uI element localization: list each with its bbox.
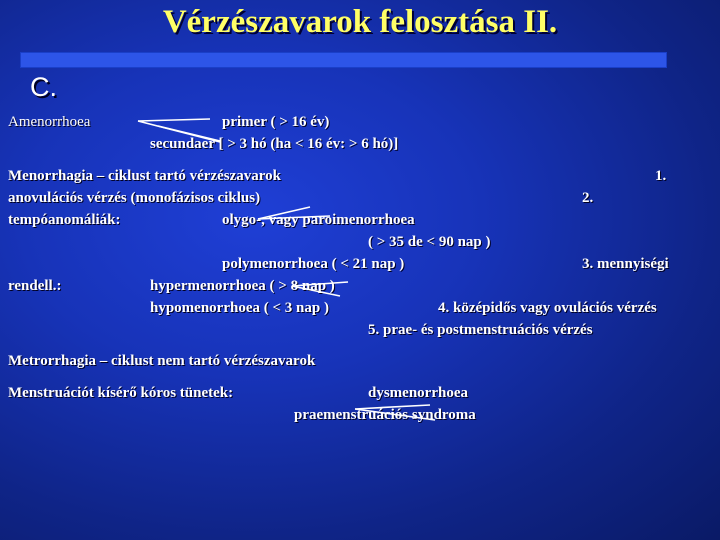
praemenstruacios-syndroma-text: praemenstruációs syndroma xyxy=(294,407,476,423)
olygo-range-text: ( > 35 de < 90 nap ) xyxy=(368,234,491,250)
anovulacios-text: anovulációs vérzés (monofázisos ciklus) xyxy=(8,190,261,206)
menorrhagia-heading: Menorrhagia – ciklust tartó vérzészavarok xyxy=(8,168,281,184)
dysmenorrhoea-text: dysmenorrhoea xyxy=(368,385,468,401)
olygo-text: olygo-, vagy paroimenorrhoea xyxy=(222,212,415,228)
rendell-label: rendell.: xyxy=(8,278,62,294)
title-underline-bar xyxy=(20,52,667,68)
mennyisegi-text: 3. mennyiségi xyxy=(582,256,669,272)
hypermenorrhoea-text: hypermenorrhoea ( > 8 nap ) xyxy=(150,278,335,294)
prae-postmenstruacios-text: 5. prae- és postmenstruációs vérzés xyxy=(368,322,593,338)
section-letter: C. xyxy=(30,72,57,102)
menstruaciot-kisero-label: Menstruációt kísérő kóros tünetek: xyxy=(8,385,234,401)
connector-line xyxy=(138,119,210,121)
primer-text: primer ( > 16 év) xyxy=(222,114,330,130)
secundaer-text: secundaer [ > 3 hó (ha < 16 év: > 6 hó)] xyxy=(150,136,399,152)
item-number-1: 1. xyxy=(655,168,667,184)
kozepidos-text: 4. középidős vagy ovulációs vérzés xyxy=(438,300,657,316)
polymenorrhoea-text: polymenorrhoea ( < 21 nap ) xyxy=(222,256,405,272)
slide-title: Vérzészavarok felosztása II. xyxy=(162,4,558,40)
hypomenorrhoea-text: hypomenorrhoea ( < 3 nap ) xyxy=(150,300,329,316)
amenorrhoea-label: Amenorrhoea xyxy=(8,114,91,130)
metrorrhagia-heading: Metrorrhagia – ciklust nem tartó vérzészavarok xyxy=(8,353,316,369)
item-number-2: 2. xyxy=(582,190,594,206)
tempoanomaliak-label: tempóanomáliák: xyxy=(8,212,121,228)
